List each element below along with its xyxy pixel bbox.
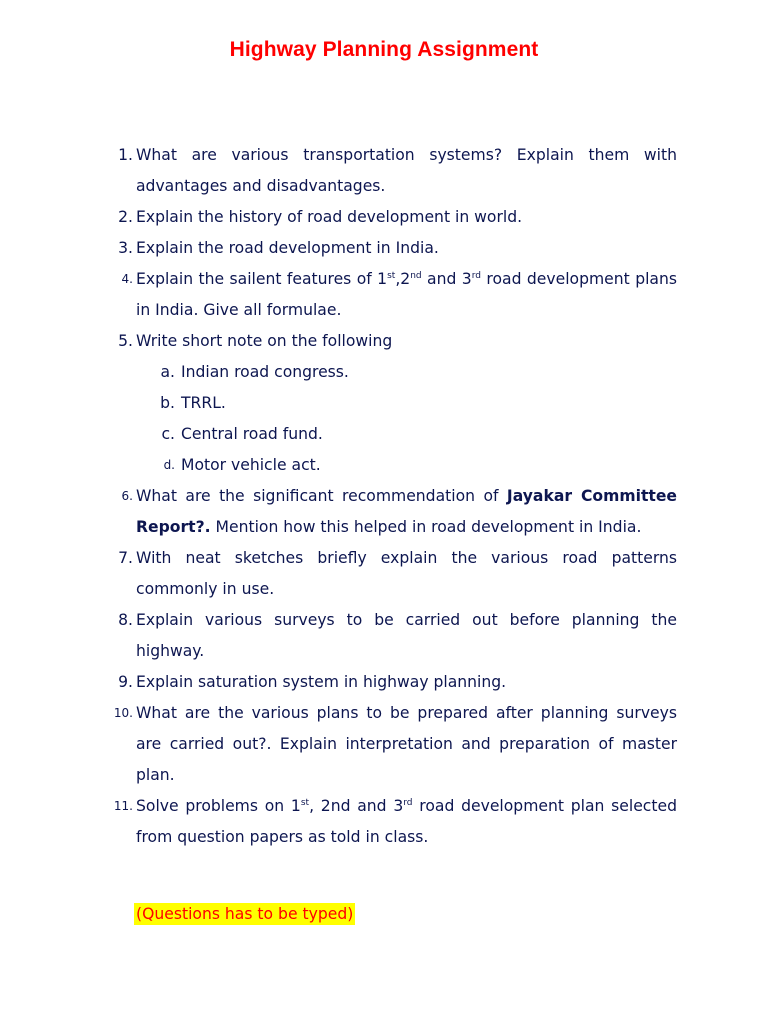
question-item	[113, 698, 677, 791]
question-text: Explain saturation system in highway planning.	[136, 673, 507, 691]
question-text: What are various transportation systems? Explain them with advantages and disadvantages.	[136, 146, 677, 195]
question-text: Explain various surveys to be carried out before planning the highway.	[136, 611, 677, 660]
question-list	[0, 140, 768, 853]
question-text: and 3	[421, 270, 472, 288]
question-item	[121, 264, 677, 326]
sub-item-letter: d.	[163, 458, 175, 472]
question-number: 9.	[118, 673, 133, 691]
question-item	[118, 667, 677, 698]
question-number: 8.	[118, 611, 133, 629]
question-text: Write short note on the following	[136, 332, 393, 350]
typing-note: (Questions has to be typed)	[136, 905, 354, 923]
ordinal-suffix: rd	[403, 798, 413, 808]
question-text: road development plans in India. Give all formulae.	[136, 270, 677, 319]
question-text: road development plan selected from question papers as told in class.	[136, 797, 677, 846]
ordinal-suffix: st	[387, 271, 396, 281]
sub-item	[160, 357, 677, 388]
question-number: 11.	[113, 799, 133, 813]
sub-item-text: Indian road congress.	[181, 363, 349, 381]
ordinal-suffix: st	[300, 798, 310, 808]
question-text: , 2nd and 3	[309, 797, 404, 815]
question-number: 2.	[118, 208, 133, 226]
question-item	[118, 605, 677, 667]
sub-item-letter: b.	[160, 394, 175, 412]
sub-item-text: Motor vehicle act.	[181, 456, 321, 474]
sub-item-letter: a.	[160, 363, 175, 381]
question-text: What are the various plans to be prepared after planning surveys are carried out?. Explain interpretation and preparation of master plan.	[136, 704, 677, 784]
question-text: ,2	[395, 270, 411, 288]
question-number: 3.	[118, 239, 133, 257]
question-number: 6.	[121, 489, 133, 503]
question-item	[118, 233, 677, 264]
question-item	[118, 202, 677, 233]
page-title: Highway Planning Assignment	[229, 38, 539, 61]
question-number: 10.	[113, 706, 133, 720]
question-number: 4.	[121, 272, 133, 286]
question-number: 5.	[118, 332, 133, 350]
question-text: Solve problems on 1	[136, 797, 301, 815]
ordinal-suffix: rd	[471, 271, 481, 281]
question-item	[121, 481, 678, 543]
question-number: 7.	[118, 549, 133, 567]
question-number: 1.	[118, 146, 133, 164]
report-name: Jayakar Committee Report?.	[136, 487, 678, 536]
question-text: What are the significant recommendation of	[136, 487, 507, 505]
question-text: Explain the road development in India.	[136, 239, 439, 257]
question-text: Mention how this helped in road development in India.	[210, 518, 642, 536]
ordinal-suffix: nd	[410, 271, 422, 281]
sub-item	[161, 419, 677, 450]
question-item	[118, 140, 677, 202]
question-text: Explain the sailent features of 1	[136, 270, 388, 288]
question-item	[118, 543, 677, 605]
question-item	[113, 791, 677, 853]
question-text: Explain the history of road development in world.	[136, 208, 523, 226]
sub-item	[160, 388, 677, 419]
sub-item-letter: c.	[161, 425, 175, 443]
question-item	[118, 326, 677, 357]
sub-item-text: TRRL.	[181, 394, 226, 412]
question-text: With neat sketches briefly explain the various road patterns commonly in use.	[136, 549, 677, 598]
sub-item-text: Central road fund.	[181, 425, 323, 443]
sub-item	[163, 450, 677, 481]
